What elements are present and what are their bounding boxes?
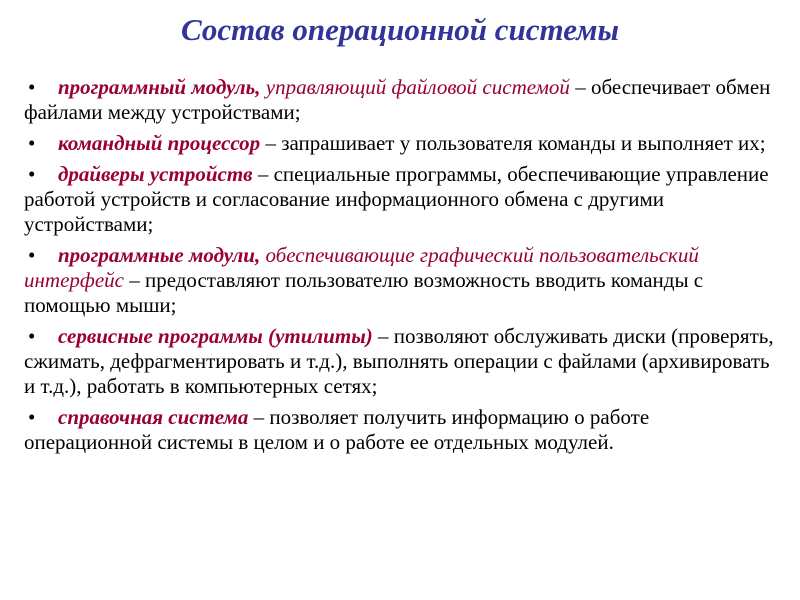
bullet-icon: • [28,243,36,267]
list-item [24,75,776,125]
item-term: справочная система [58,405,249,429]
list-item [24,405,776,455]
bullet-icon: • [28,162,36,186]
bullet-icon: • [28,75,36,99]
list-item [24,162,776,237]
item-term: командный процессор [58,131,261,155]
list-item [24,131,776,156]
item-term: программный модуль, [58,75,261,99]
slide-title: Состав операционной системы [181,12,619,47]
item-term: драйверы устройств [58,162,253,186]
bullet-list [24,75,776,461]
bullet-icon: • [28,405,36,429]
list-item [24,243,776,318]
item-term: сервисные программы (утилиты) [58,324,373,348]
item-description: – предоставляют пользователю возможность вводить команды с помощью мыши; [24,268,704,317]
item-term: программные модули, [58,243,261,267]
bullet-icon: • [28,131,36,155]
bullet-icon: • [28,324,36,348]
item-term-rest: обеспечивающие графический пользовательский интерфейс [24,243,699,292]
item-description: – позволяют обслуживать диски (проверять, сжимать, дефрагментировать и т.д.), выполнять операции с файлами (архивировать и т.д.), работать в компьютерных сетях; [24,324,774,398]
item-term-rest: управляющий файловой системой [260,75,570,99]
item-description: – специальные программы, обеспечивающие управление работой устройств и согласование информационного обмена с другими устройствами; [24,162,769,236]
item-description: – запрашивает у пользователя команды и выполняет их; [260,131,766,155]
item-description: – позволяет получить информацию о работе операционной системы в целом и о работе ее отдельных модулей. [24,405,650,454]
item-description: – обеспечивает обмен файлами между устройствами; [24,75,771,124]
list-item [24,324,776,399]
